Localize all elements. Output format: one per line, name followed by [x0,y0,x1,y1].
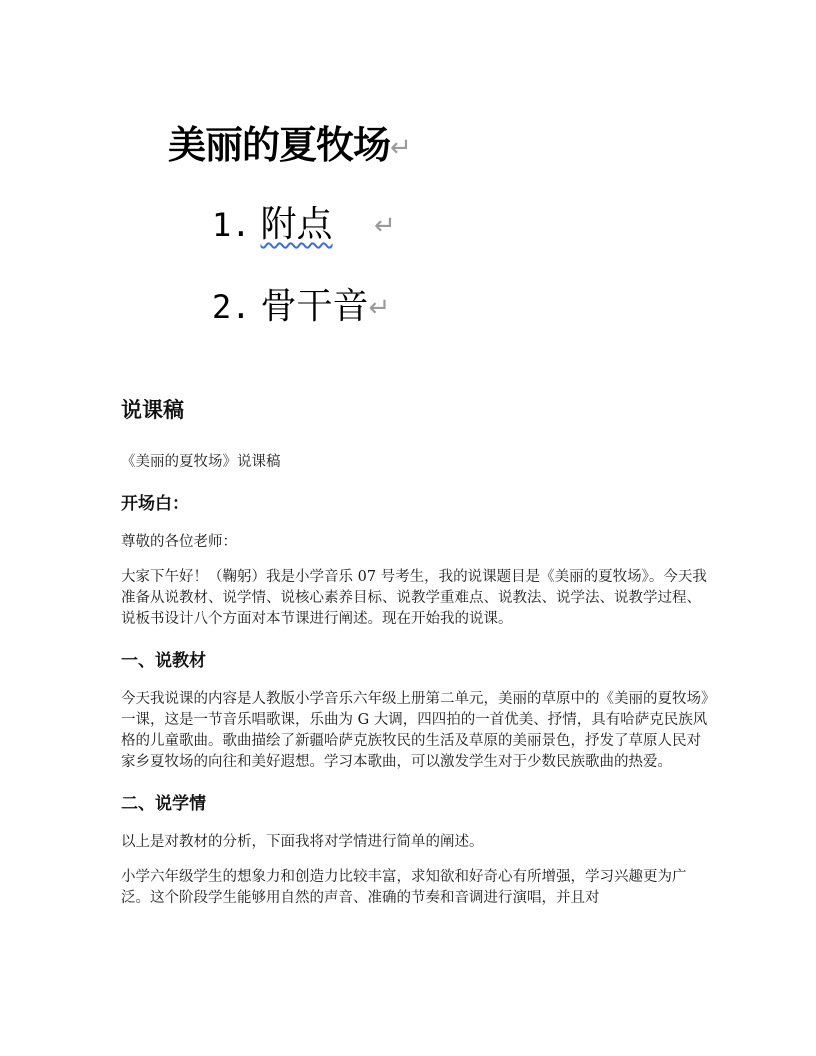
intro-paragraph: 大家下午好！（鞠躬）我是小学音乐 07 号考生，我的说课题目是《美丽的夏牧场》。今天我准备从说教材、说学情、说核心素养目标、说教学重难点、说教法、说学法、说教学过程、说板书设计八个方面对本节课进行阐述。现在开始我的说课。 [121,569,707,627]
embedded-image [160,108,420,338]
list-text: 骨干音 [260,286,369,327]
paragraph-mark-icon: ↵ [390,132,411,163]
opening-heading: 开场白： [121,494,189,514]
list-number: 1. [212,206,251,244]
paragraph-mark-icon: ↵ [368,293,391,323]
section-1-paragraph: 今天我说课的内容是人教版小学音乐六年级上册第二单元，美丽的草原中的《美丽的夏牧场》一课，这是一节音乐唱歌课，乐曲为 G 大调，四四拍的一首优美、抒情，具有哈萨克民族风格的儿童歌曲。歌曲描绘了新疆哈萨克族牧民的生活及草原的美丽景色，抒发了草原人民对家乡夏牧场的向往和美好遐想。学习本歌曲，可以激发学生对于少数民族歌曲的热爱。 [121,691,709,770]
document-body [121,394,711,923]
section-2-paragraph-1: 以上是对教材的分析，下面我将对学情进行简单的阐述。 [121,834,484,850]
section-2-heading: 二、说学情 [121,794,206,814]
list-number: 2. [212,288,251,326]
section-1-heading: 一、说教材 [121,651,206,671]
image-title [168,114,411,169]
paragraph-mark-icon: ↵ [374,211,396,241]
greeting-paragraph: 尊敬的各位老师： [121,534,237,550]
section-2-paragraph-2: 小学六年级学生的想象力和创造力比较丰富，求知欲和好奇心有所增强，学习兴趣更为广泛。这个阶段学生能够用自然的声音、准确的节奏和音调进行演唱，并且对 [121,869,687,906]
doc-heading: 说课稿 [121,398,184,422]
list-text: 附点 [260,204,333,245]
image-list-item-1 [212,196,396,247]
image-title-text: 美丽的夏牧场 [168,123,391,167]
doc-subtitle: 《美丽的夏牧场》说课稿 [121,454,281,470]
image-list-item-2 [212,278,390,329]
